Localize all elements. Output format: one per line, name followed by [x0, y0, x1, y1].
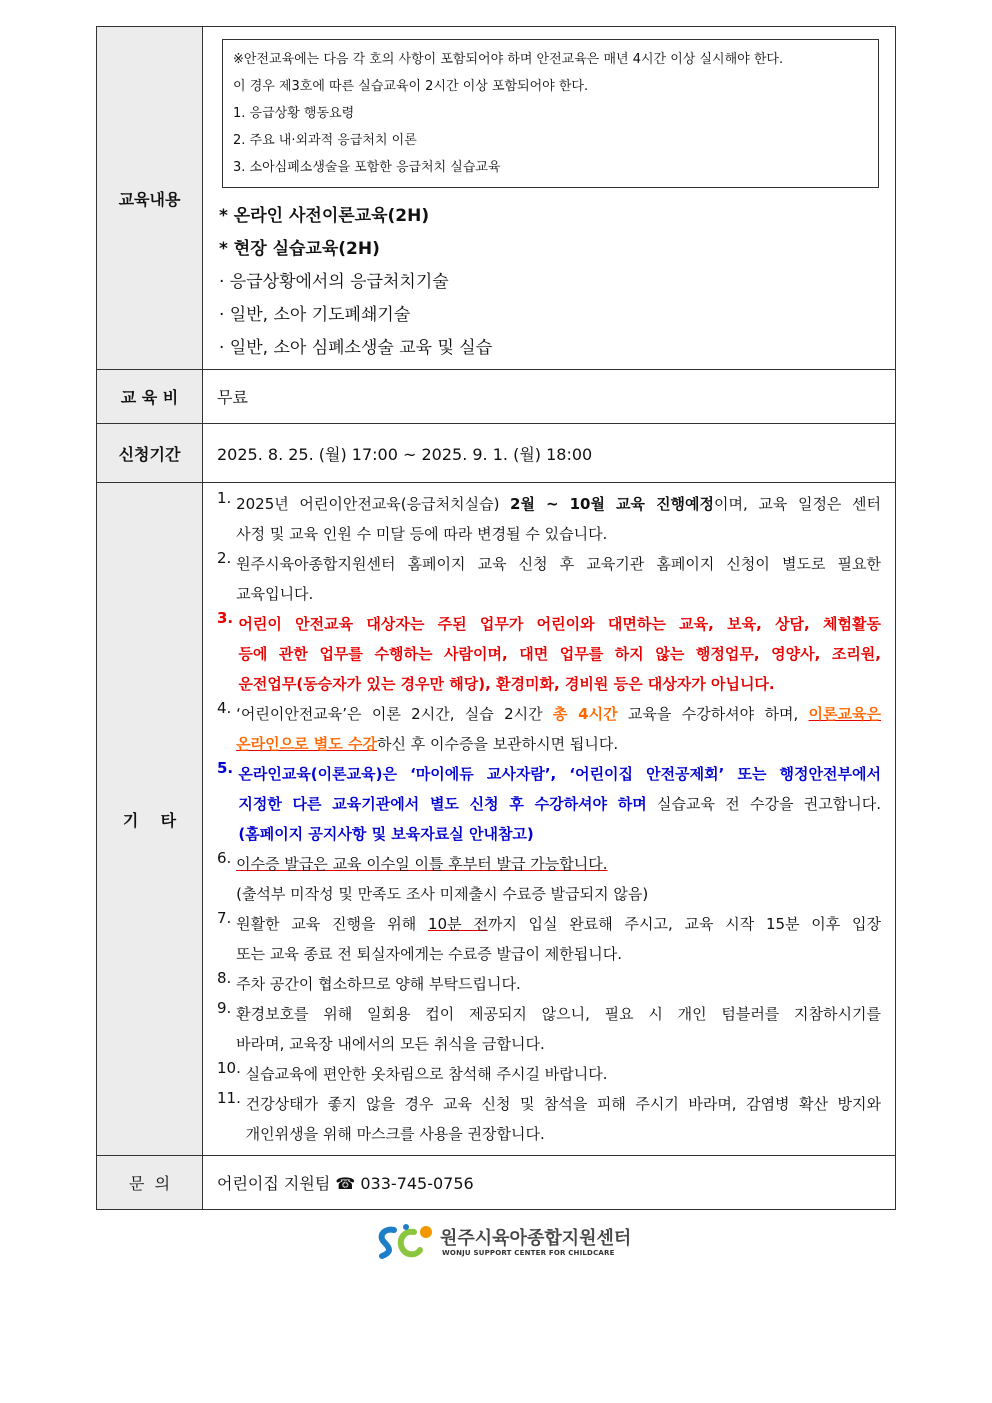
content-online: * 온라인 사전이론교육(2H) [219, 206, 430, 226]
row-contact [97, 1156, 896, 1210]
content-item: · 응급상황에서의 응급처치기술 [219, 272, 449, 292]
fee-value: 무료 [203, 370, 896, 424]
contact-value: 어린이집 지원팀 ☎ 033-745-0756 [203, 1156, 896, 1210]
label-content: 교육내용 [97, 27, 203, 370]
center-logo [376, 1222, 632, 1264]
notice-line: 2. 주요 내·외과적 응급처치 이론 [233, 133, 417, 148]
logo-mark-icon [376, 1222, 436, 1264]
notice-line: 이 경우 제3호에 따른 실습교육이 2시간 이상 포함되어야 한다. [233, 79, 589, 94]
notice-line: ※안전교육에는 다음 각 호의 사항이 포함되어야 하며 안전교육은 매년 4시간 이상 실시해야 한다. [233, 52, 784, 67]
logo-english-name: WONJU SUPPORT CENTER FOR CHILDCARE [442, 1249, 615, 1257]
list-item: 8. 주차 공간이 협소하므로 양해 부탁드립니다. [217, 969, 521, 993]
label-contact: 문 의 [97, 1156, 203, 1210]
list-item: 1. 2025년 어린이안전교육(응급처치실습) 2월 ~ 10월 교육 진행예정이며, 교육 일정은 센터 사정 및 교육 인원 수 미달 등에 따라 변경될 수 있습니다. [217, 489, 881, 543]
content-practice: * 현장 실습교육(2H) [219, 239, 380, 259]
info-table [96, 26, 896, 1210]
list-item: 9. 환경보호를 위해 일회용 컵이 제공되지 않으니, 필요 시 개인 텀블러를 지참하시기를 바라며, 교육장 내에서의 모든 취식을 금합니다. [217, 999, 881, 1053]
period-value: 2025. 8. 25. (월) 17:00 ~ 2025. 9. 1. (월) 18:00 [203, 424, 896, 483]
etc-list [217, 483, 881, 1155]
content-item: · 일반, 소아 심폐소생술 교육 및 실습 [219, 338, 493, 358]
list-item: 4. ‘어린이안전교육’은 이론 2시간, 실습 2시간 총 4시간 교육을 수강하셔야 하며, 이론교육은 온라인으로 별도 수강하신 후 이수증을 보관하시면 됩니다. [217, 699, 881, 753]
notice-line: 3. 소아심폐소생술을 포함한 응급처치 실습교육 [233, 160, 501, 175]
content-list [217, 188, 881, 369]
list-item: 5. 온라인교육(이론교육)은 ‘마이에듀 교사자람’, ‘어린이집 안전공제회’ 또는 행정안전부에서 지정한 다른 교육기관에서 별도 신청 후 수강하셔야 하며 실습교육 전 수강을 권고합니다. (홈페이지 공지사항 및 보육자료실 안내참고) [217, 759, 881, 843]
label-fee: 교 육 비 [97, 370, 203, 424]
notice-box [222, 39, 879, 188]
notice-line: 1. 응급상황 행동요령 [233, 106, 355, 121]
list-item: 7. 원활한 교육 진행을 위해 10분 전까지 입실 완료해 주시고, 교육 시작 15분 이후 입장 또는 교육 종료 전 퇴실자에게는 수료증 발급이 제한됩니다. [217, 909, 881, 963]
row-content [97, 27, 896, 370]
row-period [97, 424, 896, 483]
logo-name: 원주시육아종합지원센터 [440, 1228, 632, 1249]
list-item: 2. 원주시육아종합지원센터 홈페이지 교육 신청 후 교육기관 홈페이지 신청이 별도로 필요한 교육입니다. [217, 549, 881, 603]
label-period: 신청기간 [97, 424, 203, 483]
list-item: 6. 이수증 발급은 교육 이수일 이틀 후부터 발급 가능합니다. (출석부 미작성 및 만족도 조사 미제출시 수료증 발급되지 않음) [217, 849, 649, 903]
row-etc [97, 483, 896, 1156]
label-etc: 기 타 [97, 483, 203, 1156]
list-item: 3. 어린이 안전교육 대상자는 주된 업무가 어린이와 대면하는 교육, 보육, 상담, 체험활동 등에 관한 업무를 수행하는 사람이며, 대면 업무를 하지 않는 행정업무, 영양사, 조리원, 운전업무(동승자가 있는 경우만 해당), 환경미화, 경비원 등은 대상자가 아닙니다. [217, 609, 881, 693]
row-fee [97, 370, 896, 424]
list-item: 10. 실습교육에 편안한 옷차림으로 참석해 주시길 바랍니다. [217, 1059, 608, 1083]
content-item: · 일반, 소아 기도폐쇄기술 [219, 305, 411, 325]
list-item: 11. 건강상태가 좋지 않을 경우 교육 신청 및 참석을 피해 주시기 바라며, 감염병 확산 방지와 개인위생을 위해 마스크를 사용을 권장합니다. [217, 1089, 881, 1143]
